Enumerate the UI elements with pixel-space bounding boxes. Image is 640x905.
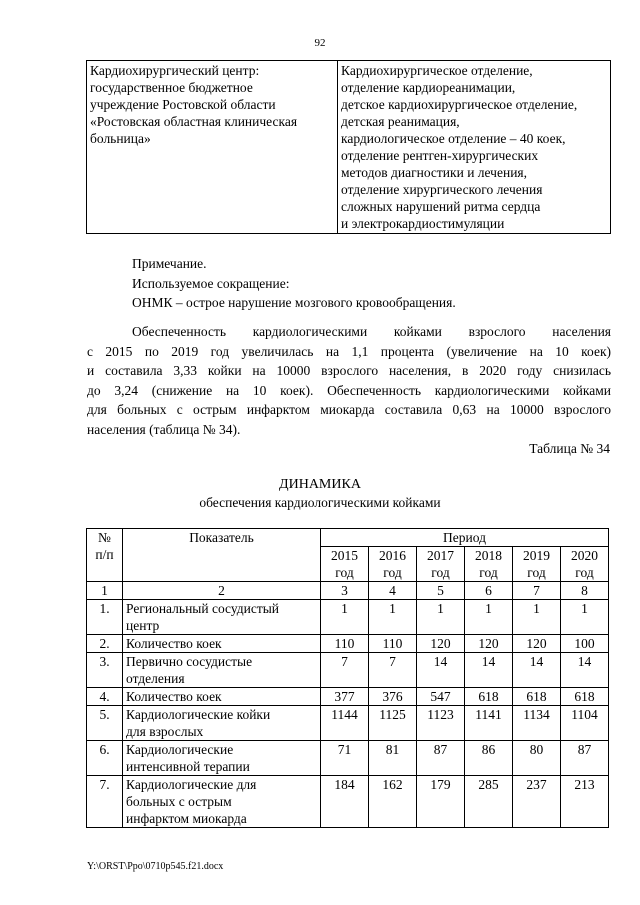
row-value: 1141 bbox=[465, 706, 513, 741]
note-abbreviation-label: Используемое сокращение: bbox=[132, 275, 290, 291]
header-number-line1: № bbox=[98, 530, 111, 545]
institution-line: Кардиохирургический центр: bbox=[90, 63, 260, 78]
row-value: 547 bbox=[417, 688, 465, 706]
department-line: отделение хирургического лечения bbox=[341, 182, 543, 197]
year-header bbox=[513, 547, 561, 582]
year-suffix: год bbox=[479, 565, 498, 580]
paragraph-line: для больных с острым инфарктом миокарда составила 0,63 на 10000 взрослого bbox=[87, 402, 611, 417]
row-value: 1 bbox=[465, 600, 513, 635]
row-value: 7 bbox=[369, 653, 417, 688]
row-value: 7 bbox=[321, 653, 369, 688]
row-value: 285 bbox=[465, 776, 513, 828]
table-row bbox=[87, 653, 609, 688]
row-value: 213 bbox=[561, 776, 609, 828]
row-indicator bbox=[123, 706, 321, 741]
indicator-line: Первично сосудистые bbox=[126, 654, 253, 669]
row-value: 1144 bbox=[321, 706, 369, 741]
row-number: 5. bbox=[87, 706, 123, 741]
row-value: 110 bbox=[369, 635, 417, 653]
row-value: 1 bbox=[417, 600, 465, 635]
row-value: 1 bbox=[369, 600, 417, 635]
department-line: отделение рентген-хирургических bbox=[341, 148, 539, 163]
paragraph-line: Обеспеченность кардиологическими койками взрослого населения bbox=[132, 324, 611, 339]
indicator-line: отделения bbox=[126, 671, 185, 686]
institution-line: государственное бюджетное bbox=[90, 80, 253, 95]
department-line: детская реанимация, bbox=[341, 114, 460, 129]
row-value: 1125 bbox=[369, 706, 417, 741]
year-header bbox=[465, 547, 513, 582]
table-row bbox=[87, 600, 609, 635]
row-value: 14 bbox=[561, 653, 609, 688]
year-suffix: год bbox=[527, 565, 546, 580]
year-value: 2015 bbox=[331, 548, 358, 563]
year-value: 2018 bbox=[475, 548, 502, 563]
column-number: 2 bbox=[123, 582, 321, 600]
row-indicator bbox=[123, 635, 321, 653]
indicator-line: центр bbox=[126, 618, 160, 633]
year-suffix: год bbox=[383, 565, 402, 580]
year-header bbox=[417, 547, 465, 582]
indicator-line: интенсивной терапии bbox=[126, 759, 250, 774]
row-value: 14 bbox=[465, 653, 513, 688]
row-indicator bbox=[123, 776, 321, 828]
row-value: 1 bbox=[321, 600, 369, 635]
table-row bbox=[87, 635, 609, 653]
beds-dynamics-table bbox=[86, 528, 609, 828]
indicator-line: для взрослых bbox=[126, 724, 204, 739]
page-number: 92 bbox=[314, 37, 326, 49]
paragraph-line: с 2015 по 2019 год увеличилась на 1,1 процента (увеличение на 10 коек) bbox=[87, 343, 611, 359]
file-path-footer: Y:\ORST\Ppo\0710p545.f21.docx bbox=[87, 861, 224, 872]
row-value: 86 bbox=[465, 741, 513, 776]
row-value: 71 bbox=[321, 741, 369, 776]
indicator-line: Количество коек bbox=[126, 689, 222, 704]
row-value: 110 bbox=[321, 635, 369, 653]
table-subtitle: обеспечения кардиологическими койками bbox=[199, 495, 441, 510]
year-suffix: год bbox=[575, 565, 594, 580]
row-indicator bbox=[123, 600, 321, 635]
row-value: 87 bbox=[417, 741, 465, 776]
row-indicator bbox=[123, 653, 321, 688]
note-abbreviation: ОНМК – острое нарушение мозгового кровообращения. bbox=[132, 295, 456, 310]
column-number: 1 bbox=[87, 582, 123, 600]
institution-table bbox=[86, 60, 611, 234]
year-suffix: год bbox=[431, 565, 450, 580]
header-indicator: Показатель bbox=[123, 529, 321, 582]
indicator-line: больных с острым bbox=[126, 794, 232, 809]
departments-cell bbox=[338, 61, 611, 234]
year-value: 2020 bbox=[571, 548, 599, 563]
table-row bbox=[87, 706, 609, 741]
year-header bbox=[321, 547, 369, 582]
row-value: 618 bbox=[513, 688, 561, 706]
department-line: Кардиохирургическое отделение, bbox=[341, 63, 533, 78]
column-number: 8 bbox=[561, 582, 609, 600]
row-value: 237 bbox=[513, 776, 561, 828]
year-suffix: год bbox=[335, 565, 354, 580]
row-value: 80 bbox=[513, 741, 561, 776]
body-paragraph bbox=[87, 322, 611, 439]
year-header bbox=[561, 547, 609, 582]
row-value: 162 bbox=[369, 776, 417, 828]
row-value: 120 bbox=[465, 635, 513, 653]
department-line: отделение кардиореанимации, bbox=[341, 80, 516, 95]
row-value: 377 bbox=[321, 688, 369, 706]
institution-name-cell bbox=[87, 61, 338, 234]
department-line: детское кардиохирургическое отделение, bbox=[341, 97, 578, 112]
row-value: 87 bbox=[561, 741, 609, 776]
row-indicator bbox=[123, 688, 321, 706]
header-number bbox=[87, 529, 123, 582]
row-number: 2. bbox=[87, 635, 123, 653]
row-number: 4. bbox=[87, 688, 123, 706]
row-value: 14 bbox=[417, 653, 465, 688]
department-line: сложных нарушений ритма сердца bbox=[341, 199, 541, 214]
table-row bbox=[87, 776, 609, 828]
column-number: 5 bbox=[417, 582, 465, 600]
year-header bbox=[369, 547, 417, 582]
year-value: 2016 bbox=[379, 548, 406, 563]
department-line: кардиологическое отделение – 40 коек, bbox=[341, 131, 566, 146]
row-number: 3. bbox=[87, 653, 123, 688]
note-block bbox=[132, 254, 456, 313]
header-period: Период bbox=[321, 529, 609, 547]
paragraph-line: и составила 3,33 койки на 10000 взрослого населения, в 2020 году снизилась bbox=[87, 363, 611, 378]
institution-line: «Ростовская областная клиническая bbox=[90, 114, 298, 129]
note-heading: Примечание. bbox=[132, 256, 207, 271]
table-row bbox=[87, 688, 609, 706]
row-value: 14 bbox=[513, 653, 561, 688]
indicator-line: Количество коек bbox=[126, 636, 222, 651]
column-number: 7 bbox=[513, 582, 561, 600]
header-number-line2: п/п bbox=[95, 547, 114, 562]
row-value: 376 bbox=[369, 688, 417, 706]
row-value: 120 bbox=[513, 635, 561, 653]
row-number: 1. bbox=[87, 600, 123, 635]
table-label: Таблица № 34 bbox=[529, 441, 610, 456]
paragraph-line: до 3,24 (снижение на 10 коек). Обеспеченность кардиологическими койками bbox=[87, 382, 611, 398]
row-number: 7. bbox=[87, 776, 123, 828]
department-line: методов диагностики и лечения, bbox=[341, 165, 528, 180]
row-value: 100 bbox=[561, 635, 609, 653]
indicator-line: Региональный сосудистый bbox=[126, 601, 280, 616]
row-value: 179 bbox=[417, 776, 465, 828]
row-value: 1134 bbox=[513, 706, 561, 741]
paragraph-line: населения (таблица № 34). bbox=[87, 421, 241, 437]
institution-line: больница» bbox=[90, 131, 151, 146]
year-value: 2019 bbox=[523, 548, 550, 563]
row-value: 1 bbox=[513, 600, 561, 635]
row-value: 81 bbox=[369, 741, 417, 776]
row-number: 6. bbox=[87, 741, 123, 776]
table-row bbox=[87, 741, 609, 776]
year-value: 2017 bbox=[427, 548, 454, 563]
table-title: ДИНАМИКА bbox=[279, 477, 361, 492]
row-value: 184 bbox=[321, 776, 369, 828]
row-value: 1123 bbox=[417, 706, 465, 741]
column-number: 3 bbox=[321, 582, 369, 600]
indicator-line: инфарктом миокарда bbox=[126, 811, 247, 826]
department-line: и электрокардиостимуляции bbox=[341, 216, 505, 231]
column-number: 4 bbox=[369, 582, 417, 600]
column-number: 6 bbox=[465, 582, 513, 600]
row-value: 1 bbox=[561, 600, 609, 635]
indicator-line: Кардиологические койки bbox=[126, 707, 271, 722]
row-value: 618 bbox=[561, 688, 609, 706]
indicator-line: Кардиологические bbox=[126, 742, 234, 757]
institution-line: учреждение Ростовской области bbox=[90, 97, 276, 112]
row-value: 618 bbox=[465, 688, 513, 706]
row-indicator bbox=[123, 741, 321, 776]
row-value: 120 bbox=[417, 635, 465, 653]
row-value: 1104 bbox=[561, 706, 609, 741]
indicator-line: Кардиологические для bbox=[126, 777, 257, 792]
